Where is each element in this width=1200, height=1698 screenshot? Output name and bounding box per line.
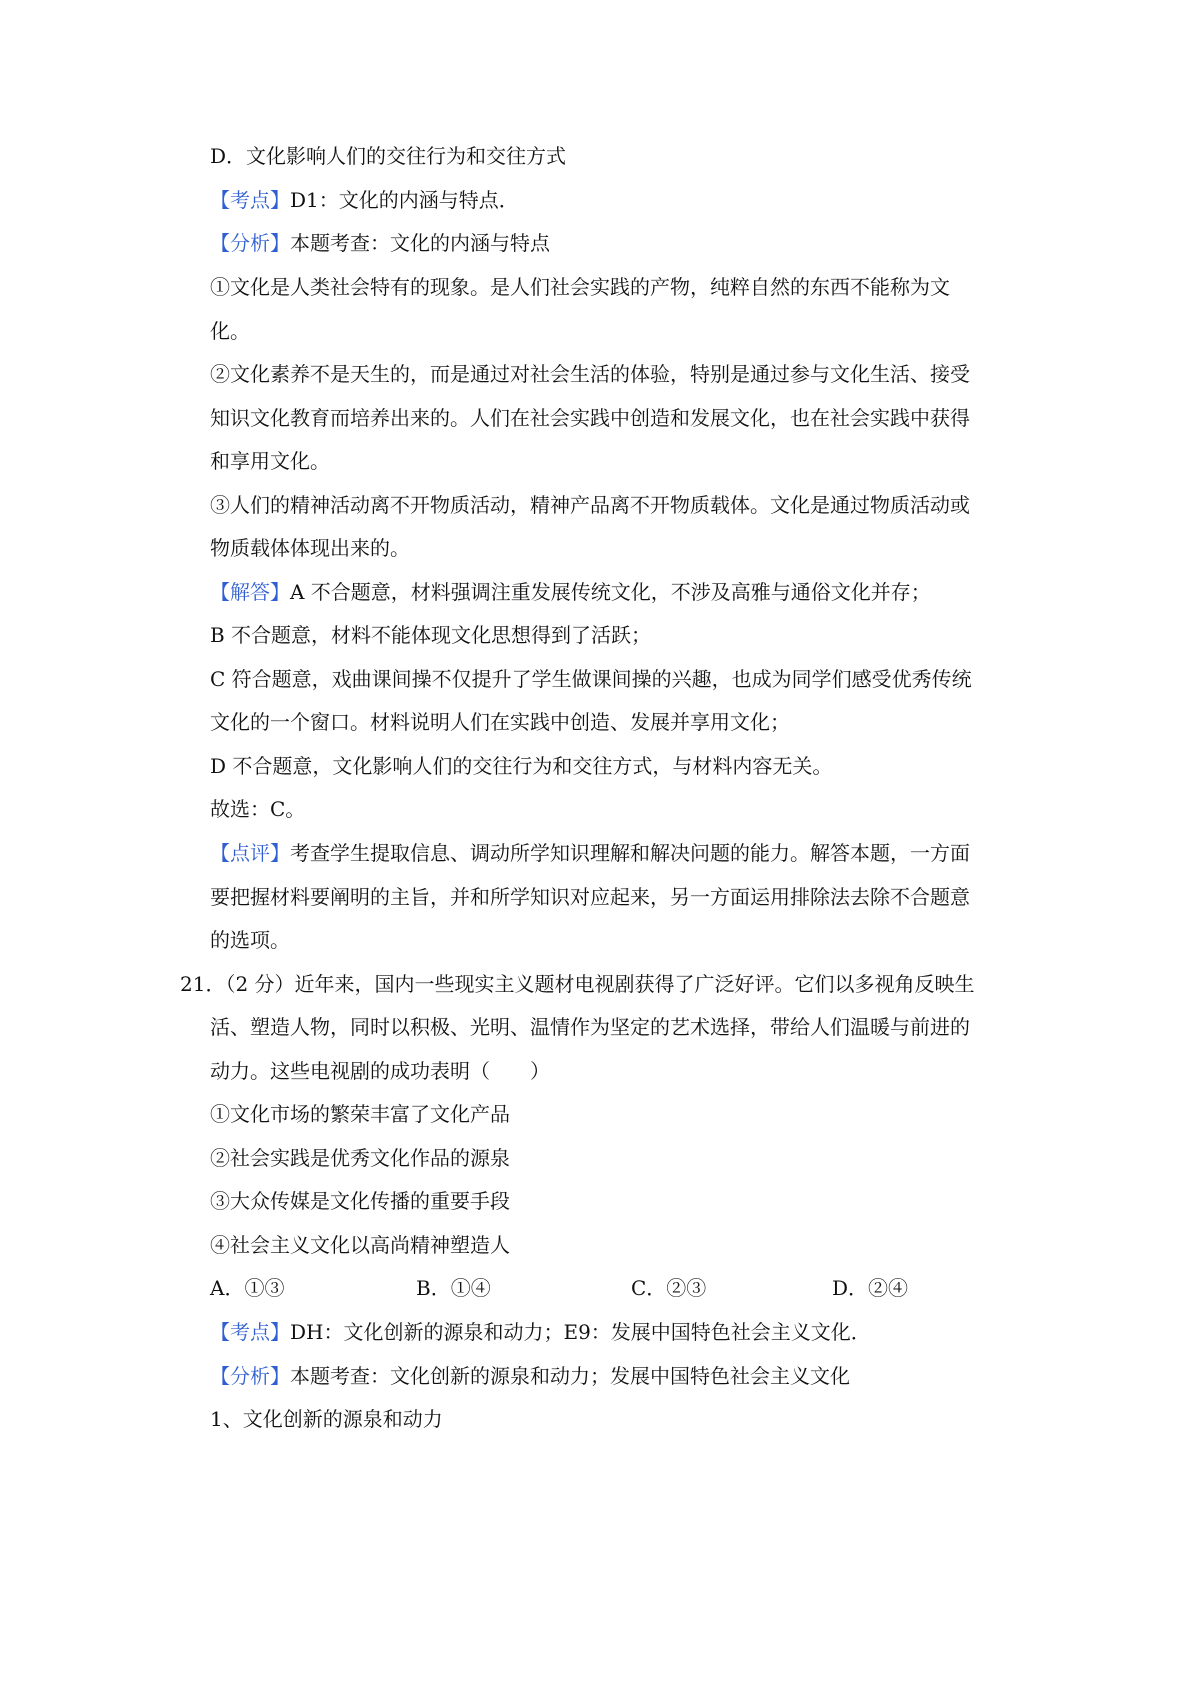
point3-line2: 物质载体体现出来的。 <box>210 536 410 560</box>
q21-kaodian-text: DH：文化创新的源泉和动力；E9：发展中国特色社会主义文化． <box>290 1320 871 1344</box>
dianping-text-line2: 要把握材料要阐明的主旨，并和所学知识对应起来，另一方面运用排除法去除不合题意 <box>210 885 970 909</box>
q21-fenxi-line <box>210 1361 850 1391</box>
dianping-line <box>210 838 970 868</box>
point2-line3: 和享用文化。 <box>210 449 330 473</box>
q21-kaodian-tag: 【考点】 <box>210 1320 290 1344</box>
option-d-text: D．文化影响人们的交往行为和交往方式 <box>210 144 567 168</box>
option-b: B．①④ <box>416 1276 491 1300</box>
point2-line2: 知识文化教育而培养出来的。人们在社会实践中创造和发展文化，也在社会实践中获得 <box>210 406 970 430</box>
jieda-a-text: A 不合题意，材料强调注重发展传统文化，不涉及高雅与通俗文化并存； <box>290 580 931 604</box>
fenxi-tag: 【分析】 <box>210 231 290 255</box>
option-d: D．②④ <box>832 1276 909 1300</box>
jieda-d-text: D 不合题意，文化影响人们的交往行为和交往方式，与材料内容无关。 <box>210 754 833 778</box>
jieda-c-line1: C 符合题意，戏曲课间操不仅提升了学生做课间操的兴趣，也成为同学们感受优秀传统 <box>210 667 972 691</box>
point3-line1: ③人们的精神活动离不开物质活动，精神产品离不开物质载体。文化是通过物质活动或 <box>210 493 970 517</box>
point2-line1: ②文化素养不是天生的，而是通过对社会生活的体验，特别是通过参与文化生活、接受 <box>210 362 970 386</box>
statement-2: ②社会实践是优秀文化作品的源泉 <box>210 1146 510 1170</box>
answer-choice: 故选：C。 <box>210 797 306 821</box>
statement-1: ①文化市场的繁荣丰富了文化产品 <box>210 1102 510 1126</box>
fenxi-text: 本题考查：文化的内涵与特点 <box>290 231 550 255</box>
fenxi-line <box>210 228 550 258</box>
jieda-tag: 【解答】 <box>210 580 290 604</box>
dianping-tag: 【点评】 <box>210 841 290 865</box>
q21-fenxi-text: 本题考查：文化创新的源泉和动力；发展中国特色社会主义文化 <box>290 1364 850 1388</box>
statement-3: ③大众传媒是文化传播的重要手段 <box>210 1189 510 1213</box>
point1-line2: 化。 <box>210 319 250 343</box>
statement-4: ④社会主义文化以高尚精神塑造人 <box>210 1233 510 1257</box>
question-21-stem-line3: 动力。这些电视剧的成功表明（ ） <box>210 1059 550 1083</box>
kaodian-line <box>210 185 519 215</box>
dianping-text-line3: 的选项。 <box>210 928 290 952</box>
question-21-stem-line2: 活、塑造人物，同时以积极、光明、温情作为坚定的艺术选择，带给人们温暖与前进的 <box>210 1015 970 1039</box>
point1-line1: ①文化是人类社会特有的现象。是人们社会实践的产物，纯粹自然的东西不能称为文 <box>210 275 950 299</box>
question-21-stem-line1: 21．（2 分）近年来，国内一些现实主义题材电视剧获得了广泛好评。它们以多视角反映生 <box>180 972 975 996</box>
option-a: A．①③ <box>210 1276 285 1300</box>
q21-kaodian-line <box>210 1317 871 1347</box>
q21-subheading-1: 1、文化创新的源泉和动力 <box>210 1407 443 1431</box>
jieda-b-text: B 不合题意，材料不能体现文化思想得到了活跃； <box>210 623 652 647</box>
dianping-text-line1: 考查学生提取信息、调动所学知识理解和解决问题的能力。解答本题，一方面 <box>290 841 970 865</box>
q21-fenxi-tag: 【分析】 <box>210 1364 290 1388</box>
kaodian-tag: 【考点】 <box>210 188 290 212</box>
option-c: C．②③ <box>631 1276 707 1300</box>
jieda-line <box>210 577 931 607</box>
jieda-c-line2: 文化的一个窗口。材料说明人们在实践中创造、发展并享用文化； <box>210 710 790 734</box>
kaodian-text: D1：文化的内涵与特点． <box>290 188 519 212</box>
